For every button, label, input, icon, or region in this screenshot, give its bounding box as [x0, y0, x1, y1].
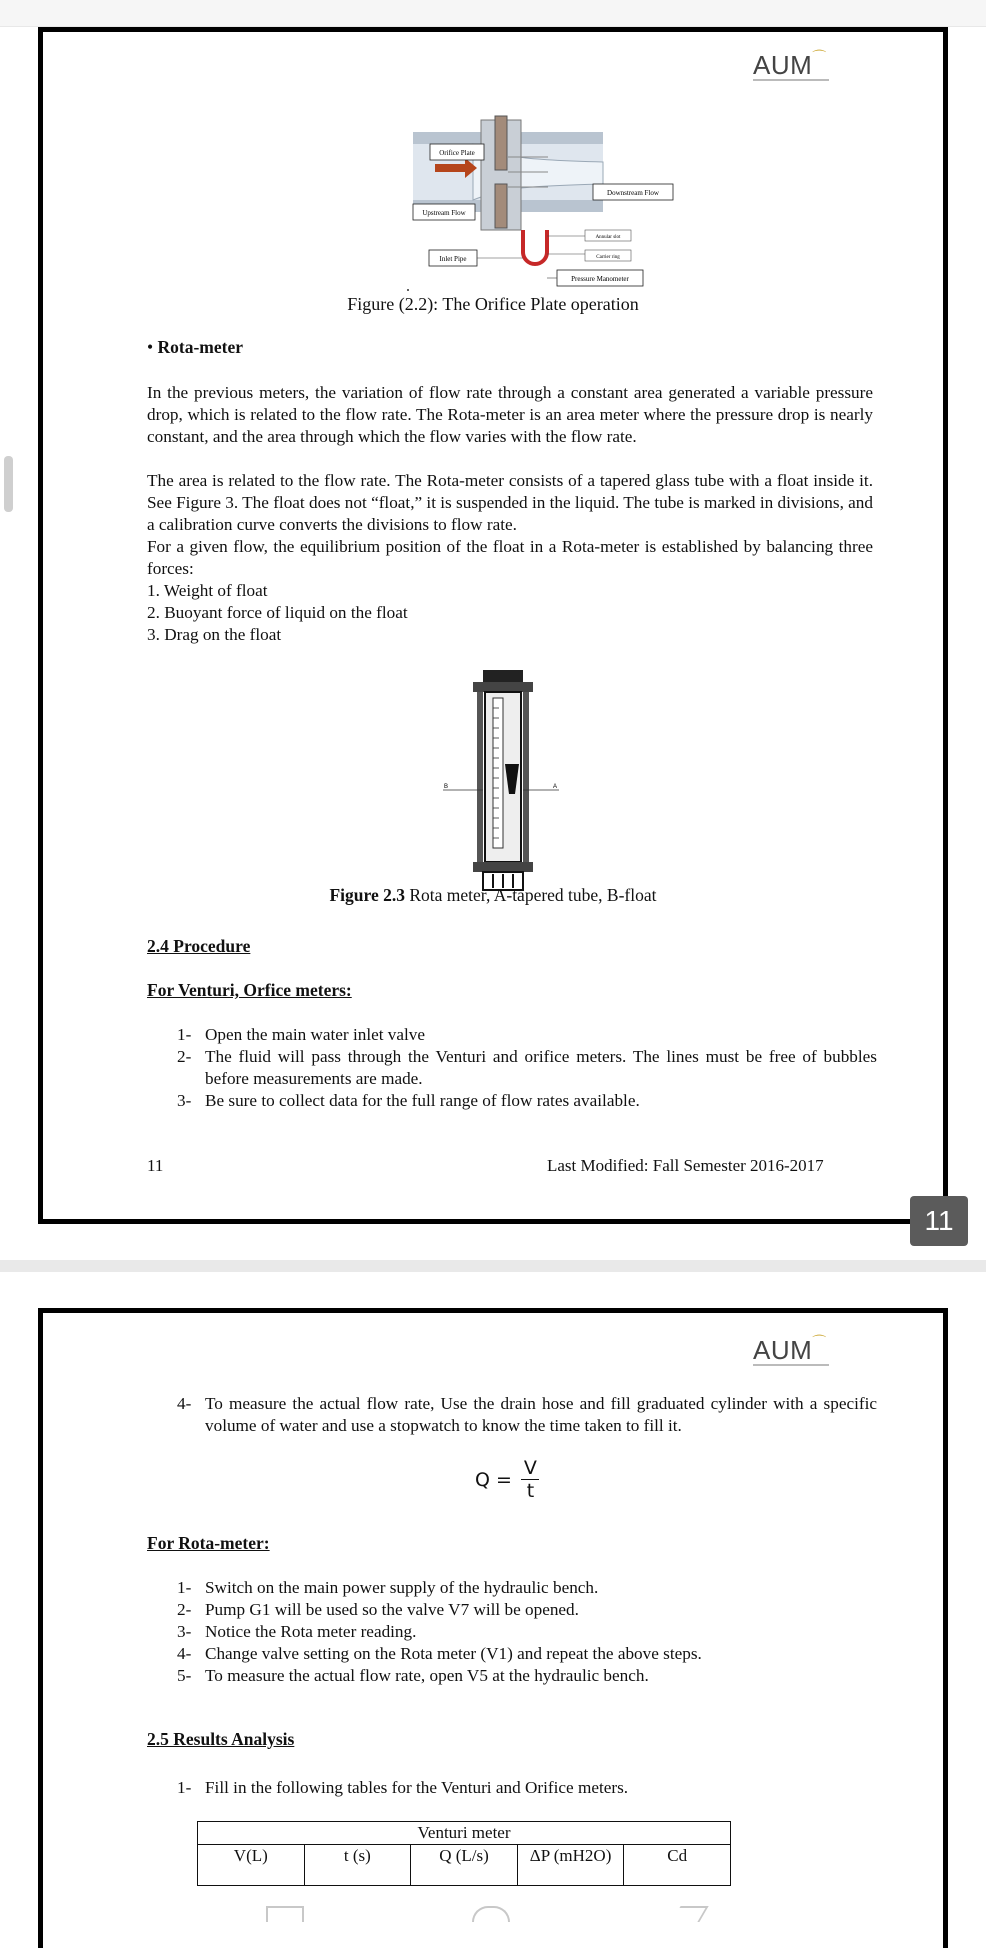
- force-item: 2. Buoyant force of liquid on the float: [147, 603, 408, 622]
- rotameter-steps-list: [177, 1577, 877, 1687]
- page-separator: [0, 1260, 986, 1272]
- document-page-12: [38, 1308, 948, 1948]
- section-title-rotameter: • Rota-meter: [147, 337, 244, 357]
- document-page-11: [38, 27, 948, 1224]
- flow-rate-formula: Q = V t: [475, 1457, 541, 1502]
- orifice-plate-figure: [373, 102, 693, 292]
- venturi-steps-list: [177, 1024, 877, 1112]
- force-item: 1. Weight of float: [147, 581, 268, 600]
- measure-flow-step: 4- To measure the actual flow rate, Use the drain hose and fill graduated cylinder with a specific volume of water and use a stopwatch to know the time taken to fill it.: [177, 1394, 877, 1435]
- label-annular-slot: Annular slot: [595, 235, 621, 240]
- page-number-badge: 11: [910, 1196, 968, 1246]
- results-analysis-heading: 2.5 Results Analysis: [147, 1729, 295, 1749]
- col-header-volume: V(L): [198, 1845, 305, 1886]
- list-item: 1- Open the main water inlet valve: [177, 1025, 426, 1044]
- venturi-meter-table: [197, 1821, 731, 1886]
- col-header-discharge-coefficient: Cd: [624, 1845, 731, 1886]
- list-item: 3- Notice the Rota meter reading.: [177, 1622, 417, 1641]
- rotameter-procedure-heading: For Rota-meter:: [147, 1533, 270, 1553]
- rotameter-paragraph-2: The area is related to the flow rate. The Rota-meter consists of a tapered glass tube with a float inside it. See Figure 3. The float does not “float,” it is suspended in the liquid. The tube is marked in divisions, and a calibration curve converts the divisions to flow rate.: [147, 471, 873, 534]
- venturi-procedure-heading: For Venturi, Orfice meters:: [147, 980, 352, 1000]
- list-item: 2- Pump G1 will be used so the valve V7 will be opened.: [177, 1600, 579, 1619]
- rotameter-paragraph-1: In the previous meters, the variation of flow rate through a constant area generated a variable pressure drop, which is related to the flow rate. The Rota-meter is an area meter where the pressure drop is nearly constant, and the area through which the flow varies with the flow rate.: [147, 383, 873, 446]
- label-upstream-flow: Upstream Flow: [422, 209, 466, 217]
- list-item: 4- Change valve setting on the Rota meter (V1) and repeat the above steps.: [177, 1644, 702, 1663]
- forces-list: [147, 580, 408, 646]
- procedure-heading: 2.4 Procedure: [147, 936, 251, 956]
- col-header-time: t (s): [304, 1845, 411, 1886]
- table-title: Venturi meter: [198, 1822, 731, 1845]
- label-carrier-ring: Carrier ring: [596, 255, 620, 260]
- list-item: 1- Switch on the main power supply of the hydraulic bench.: [177, 1578, 599, 1597]
- label-orifice-plate: Orifice Plate: [439, 149, 475, 157]
- table-header-row: [198, 1845, 731, 1886]
- footer-last-modified: Last Modified: Fall Semester 2016-2017: [547, 1156, 824, 1175]
- list-item: 2- The fluid will pass through the Venturi and orifice meters. The lines must be free of bubbles before measurements are made.: [177, 1047, 877, 1088]
- list-item: 3- Be sure to collect data for the full range of flow rates available.: [177, 1091, 640, 1110]
- figure-2-2-caption: Figure (2.2): The Orifice Plate operation: [347, 294, 639, 314]
- rotameter-paragraph-3: For a given flow, the equilibrium position of the float in a Rota-meter is established by balancing three forces:: [147, 537, 873, 578]
- aum-logo: AUM⌒: [753, 1335, 829, 1366]
- col-header-pressure-drop: ΔP (mH2O): [517, 1845, 624, 1886]
- side-scroll-handle[interactable]: [4, 456, 13, 512]
- viewer-top-bar: [0, 0, 986, 27]
- force-item: 3. Drag on the float: [147, 625, 282, 644]
- col-header-flow: Q (L/s): [411, 1845, 518, 1886]
- rota-label-a: A: [553, 784, 558, 790]
- rotameter-figure: [443, 668, 563, 894]
- label-inlet-pipe: Inlet Pipe: [439, 255, 467, 263]
- rota-label-b: B: [444, 784, 449, 790]
- label-pressure-manometer: Pressure Manometer: [571, 275, 629, 283]
- aum-logo: AUM⌒: [753, 50, 829, 81]
- label-downstream-flow: Downstream Flow: [607, 189, 659, 197]
- footer-page-number: 11: [147, 1156, 164, 1175]
- figure-2-3-caption: Figure 2.3 Rota meter, A-tapered tube, B-float: [329, 885, 657, 905]
- results-step: 1- Fill in the following tables for the Venturi and Orifice meters.: [177, 1778, 629, 1797]
- list-item: 5- To measure the actual flow rate, open V5 at the hydraulic bench.: [177, 1666, 649, 1685]
